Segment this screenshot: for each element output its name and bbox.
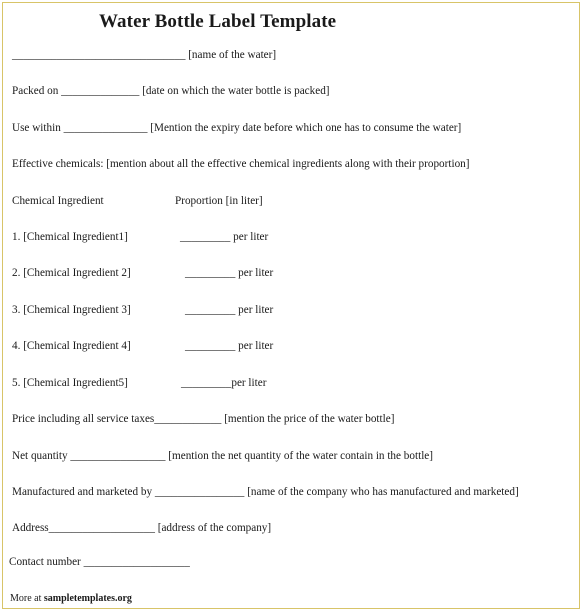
water-name-line: _______________________________ [name of the water] [12,49,277,61]
manufactured-line: Manufactured and marketed by ________________ [name of the company who has manufactured and marketed] [12,486,519,498]
ingredient-proportion: _________ per liter [185,340,274,352]
ingredient-row-2 [12,267,412,281]
page-title: Water Bottle Label Template [99,11,337,32]
use-within-line: Use within _______________ [Mention the expiry date before which one has to consume the water] [12,122,462,134]
ingredient-name: 2. [Chemical Ingredient 2] [12,267,131,279]
packed-on-line: Packed on ______________ [date on which the water bottle is packed] [12,85,330,97]
ingredient-proportion: _________ per liter [180,231,269,243]
ingredient-proportion: _________ per liter [185,267,274,279]
effective-chemicals-line: Effective chemicals: [mention about all the effective chemical ingredients along with their proportion] [12,158,470,170]
ingredient-header: Chemical Ingredient [12,195,104,207]
ingredient-row-4 [12,340,412,354]
ingredient-row-3 [12,304,412,318]
ingredient-name: 1. [Chemical Ingredient1] [12,231,128,243]
footer-prefix: More at [10,593,42,604]
ingredient-name: 4. [Chemical Ingredient 4] [12,340,131,352]
contact-number-line: Contact number ___________________ [9,556,190,568]
footer-credit [10,593,132,604]
document-frame [2,2,580,609]
ingredient-row-1 [12,231,412,245]
ingredient-name: 3. [Chemical Ingredient 3] [12,304,131,316]
ingredient-proportion: _________ per liter [185,304,274,316]
ingredient-row-5 [12,377,412,391]
footer-site-link[interactable]: sampletemplates.org [43,593,132,604]
price-line: Price including all service taxes____________ [mention the price of the water bottle] [12,413,395,425]
ingredient-proportion: _________per liter [181,377,267,389]
ingredient-name: 5. [Chemical Ingredient5] [12,377,128,389]
proportion-header: Proportion [in liter] [175,195,263,207]
net-quantity-line: Net quantity _________________ [mention the net quantity of the water contain in the bottle] [12,450,433,462]
ingredient-table-header [12,195,412,209]
address-line: Address___________________ [address of the company] [12,522,272,534]
